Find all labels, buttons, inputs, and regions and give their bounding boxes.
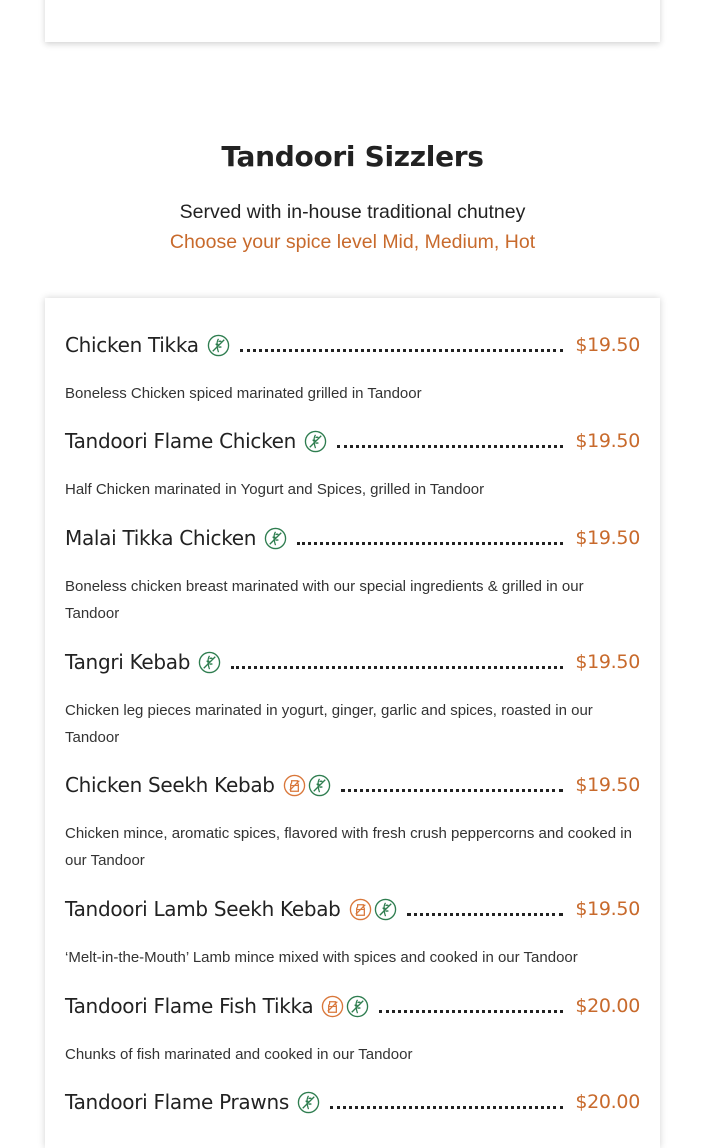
diet-icons: [295, 1091, 320, 1114]
gluten-free-icon: [264, 527, 287, 550]
menu-item: [65, 991, 640, 1068]
item-description: Boneless chicken breast marinated with our special ingredients & grilled in our Tandoor: [65, 578, 584, 622]
diet-icons: [281, 774, 331, 797]
item-price: $19.50: [575, 430, 640, 452]
item-price: $20.00: [575, 995, 640, 1017]
item-price: $19.50: [575, 651, 640, 673]
section-subtitle: Served with in-house traditional chutney: [179, 201, 526, 223]
diet-icons: [262, 527, 287, 550]
dairy-free-icon: [349, 898, 372, 921]
dairy-free-icon: [321, 995, 344, 1018]
gluten-free-icon: [297, 1091, 320, 1114]
gluten-free-icon: [346, 995, 369, 1018]
item-price: $20.00: [575, 1091, 640, 1113]
diet-icons: [319, 995, 369, 1018]
item-description: Half Chicken marinated in Yogurt and Spices, grilled in Tandoor: [65, 481, 485, 498]
dot-leader: [240, 349, 564, 352]
item-description: Boneless Chicken spiced marinated grilled in Tandoor: [65, 385, 422, 402]
diet-icons: [196, 651, 221, 674]
item-name: Tandoori Flame Fish Tikka: [65, 994, 314, 1018]
dot-leader: [297, 542, 563, 545]
item-name: Tandoori Flame Prawns: [65, 1090, 289, 1114]
item-price: $19.50: [575, 334, 640, 356]
menu-item: [65, 523, 640, 627]
previous-menu-card: [45, 0, 660, 42]
menu-item: [65, 647, 640, 751]
gluten-free-icon: [308, 774, 331, 797]
item-name: Tandoori Flame Chicken: [65, 429, 297, 453]
dot-leader: [341, 789, 564, 792]
gluten-free-icon: [198, 651, 221, 674]
item-name: Tandoori Lamb Seekh Kebab: [65, 897, 341, 921]
diet-icons: [347, 898, 397, 921]
item-price: $19.50: [575, 898, 640, 920]
item-description: Chicken mince, aromatic spices, flavored with fresh crush peppercorns and cooked in our Tandoor: [65, 825, 632, 869]
dairy-free-icon: [283, 774, 306, 797]
dot-leader: [330, 1106, 563, 1109]
item-name: Malai Tikka Chicken: [65, 526, 257, 550]
diet-icons: [205, 334, 230, 357]
section-title: Tandoori Sizzlers: [221, 140, 484, 173]
item-description: Chunks of fish marinated and cooked in our Tandoor: [65, 1046, 413, 1063]
menu-item: [65, 894, 640, 971]
dot-leader: [379, 1010, 563, 1013]
item-name: Tangri Kebab: [65, 650, 191, 674]
dot-leader: [231, 666, 563, 669]
item-description: ‘Melt-in-the-Mouth’ Lamb mince mixed with spices and cooked in our Tandoor: [65, 949, 578, 966]
menu-item: [65, 770, 640, 874]
menu-item: [65, 330, 640, 407]
diet-icons: [302, 430, 327, 453]
item-name: Chicken Seekh Kebab: [65, 773, 275, 797]
gluten-free-icon: [304, 430, 327, 453]
gluten-free-icon: [374, 898, 397, 921]
spice-level-note: Choose your spice level Mid, Medium, Hot: [169, 231, 536, 253]
item-price: $19.50: [575, 774, 640, 796]
item-name: Chicken Tikka: [65, 333, 199, 357]
item-price: $19.50: [575, 527, 640, 549]
dot-leader: [337, 445, 563, 448]
menu-item: [65, 426, 640, 503]
menu-card: [45, 298, 660, 1148]
dot-leader: [407, 913, 564, 916]
item-description: Chicken leg pieces marinated in yogurt, ginger, garlic and spices, roasted in our Tandoor: [65, 702, 593, 746]
gluten-free-icon: [207, 334, 230, 357]
menu-item: [65, 1087, 640, 1117]
